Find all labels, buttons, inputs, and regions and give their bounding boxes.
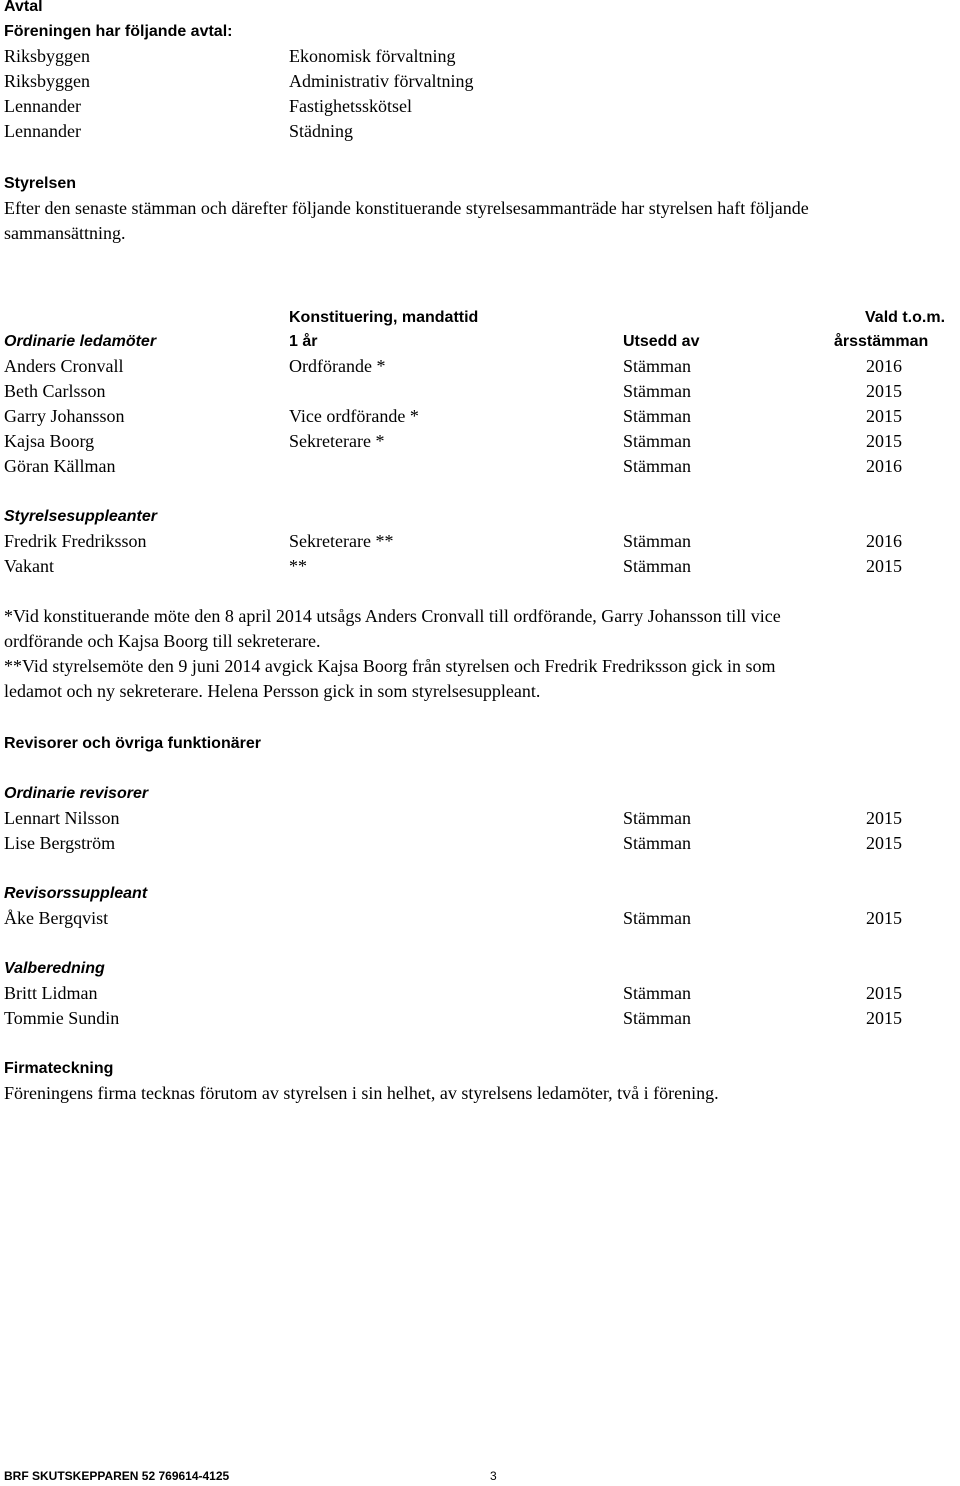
- subheading-valberedning: Valberedning: [4, 960, 105, 977]
- header-ordinarie-ledamoter: Ordinarie ledamöter: [4, 333, 157, 350]
- table-row: [4, 529, 902, 554]
- person-term-year: 2015: [866, 983, 902, 1003]
- member-term-year: 2016: [866, 531, 902, 551]
- member-name: Vakant: [4, 556, 54, 576]
- member-appointed-by: Stämman: [623, 456, 691, 476]
- table-row: [4, 1006, 902, 1031]
- avtal-service: Administrativ förvaltning: [289, 71, 474, 91]
- person-term-year: 2015: [866, 833, 902, 853]
- styrelsen-text-line: sammansättning.: [4, 223, 126, 243]
- page-number: 3: [490, 1469, 497, 1483]
- firmateckning-text: Föreningens firma tecknas förutom av styrelsen i sin helhet, av styrelsens ledamöter, två i förening.: [4, 1083, 719, 1103]
- header-utsedd-av: Utsedd av: [623, 333, 700, 350]
- footnote-line: ledamot och ny sekreterare. Helena Persson gick in som styrelsesuppleant.: [4, 681, 541, 701]
- styrelsen-text-line: Efter den senaste stämman och därefter följande konstituerande styrelsesammanträde har styrelsen haft följande: [4, 198, 809, 218]
- member-role: **: [289, 556, 307, 576]
- person-term-year: 2015: [866, 808, 902, 828]
- avtal-row: [4, 94, 413, 119]
- avtal-party: Lennander: [4, 96, 81, 116]
- member-appointed-by: Stämman: [623, 356, 691, 376]
- member-name: Anders Cronvall: [4, 356, 124, 376]
- person-term-year: 2015: [866, 908, 902, 928]
- section-heading-avtal: Avtal: [4, 0, 43, 15]
- table-row: [4, 454, 902, 479]
- avtal-service: Ekonomisk förvaltning: [289, 46, 456, 66]
- header-arsstamman: årsstämman: [834, 333, 929, 350]
- table-row: [4, 554, 902, 579]
- person-name: Åke Bergqvist: [4, 908, 109, 928]
- subheading-ordinarie-revisorer: Ordinarie revisorer: [4, 785, 149, 802]
- header-vald-tom: Vald t.o.m.: [865, 309, 946, 326]
- member-name: Garry Johansson: [4, 406, 125, 426]
- table-row: [4, 906, 902, 931]
- footnote-line: **Vid styrelsemöte den 9 juni 2014 avgick Kajsa Boorg från styrelsen och Fredrik Fredriksson gick in som: [4, 656, 776, 676]
- section-heading-revisorer: Revisorer och övriga funktionärer: [4, 735, 261, 752]
- avtal-row: [4, 69, 474, 94]
- header-konstituering: Konstituering, mandattid: [289, 309, 479, 326]
- table-row: [4, 429, 902, 454]
- member-term-year: 2016: [866, 456, 902, 476]
- table-row: [4, 354, 902, 379]
- member-role: Ordförande *: [289, 356, 386, 376]
- table-row: [4, 831, 902, 856]
- person-term-year: 2015: [866, 1008, 902, 1028]
- member-name: Fredrik Fredriksson: [4, 531, 147, 551]
- person-name: Lennart Nilsson: [4, 808, 120, 828]
- member-name: Göran Källman: [4, 456, 116, 476]
- section-heading-styrelsen: Styrelsen: [4, 175, 77, 192]
- member-appointed-by: Stämman: [623, 406, 691, 426]
- member-name: Beth Carlsson: [4, 381, 106, 401]
- table-row: [4, 806, 902, 831]
- member-term-year: 2015: [866, 556, 902, 576]
- table-row: [4, 404, 902, 429]
- subheading-revisorssuppleant: Revisorssuppleant: [4, 885, 148, 902]
- footnote-line: *Vid konstituerande möte den 8 april 2014 utsågs Anders Cronvall till ordförande, Garry Johansson till vice: [4, 606, 781, 626]
- member-term-year: 2015: [866, 406, 902, 426]
- member-term-year: 2016: [866, 356, 902, 376]
- section-heading-firmateckning: Firmateckning: [4, 1060, 114, 1077]
- footer-org: BRF SKUTSKEPPAREN 52 769614-4125: [4, 1469, 230, 1483]
- member-role: Sekreterare *: [289, 431, 385, 451]
- member-term-year: 2015: [866, 431, 902, 451]
- member-appointed-by: Stämman: [623, 381, 691, 401]
- avtal-party: Lennander: [4, 121, 81, 141]
- avtal-party: Riksbyggen: [4, 46, 91, 66]
- member-appointed-by: Stämman: [623, 531, 691, 551]
- avtal-intro: Föreningen har följande avtal:: [4, 23, 233, 40]
- member-name: Kajsa Boorg: [4, 431, 95, 451]
- person-appointed-by: Stämman: [623, 833, 691, 853]
- member-appointed-by: Stämman: [623, 431, 691, 451]
- avtal-party: Riksbyggen: [4, 71, 91, 91]
- member-term-year: 2015: [866, 381, 902, 401]
- member-role: Vice ordförande *: [289, 406, 419, 426]
- avtal-row: [4, 44, 456, 69]
- avtal-row: [4, 119, 354, 144]
- person-appointed-by: Stämman: [623, 808, 691, 828]
- avtal-service: Fastighetsskötsel: [289, 96, 413, 116]
- avtal-service: Städning: [289, 121, 354, 141]
- person-name: Lise Bergström: [4, 833, 116, 853]
- table-row: [4, 981, 902, 1006]
- person-appointed-by: Stämman: [623, 983, 691, 1003]
- member-appointed-by: Stämman: [623, 556, 691, 576]
- member-role: Sekreterare **: [289, 531, 394, 551]
- header-mandattid: 1 år: [289, 333, 318, 350]
- footnote-line: ordförande och Kajsa Boorg till sekreterare.: [4, 631, 321, 651]
- person-appointed-by: Stämman: [623, 1008, 691, 1028]
- person-name: Tommie Sundin: [4, 1008, 120, 1028]
- table-row: [4, 379, 902, 404]
- person-name: Britt Lidman: [4, 983, 98, 1003]
- subheading-styrelsesuppleanter: Styrelsesuppleanter: [4, 508, 157, 525]
- person-appointed-by: Stämman: [623, 908, 691, 928]
- table-header-row: [4, 329, 929, 354]
